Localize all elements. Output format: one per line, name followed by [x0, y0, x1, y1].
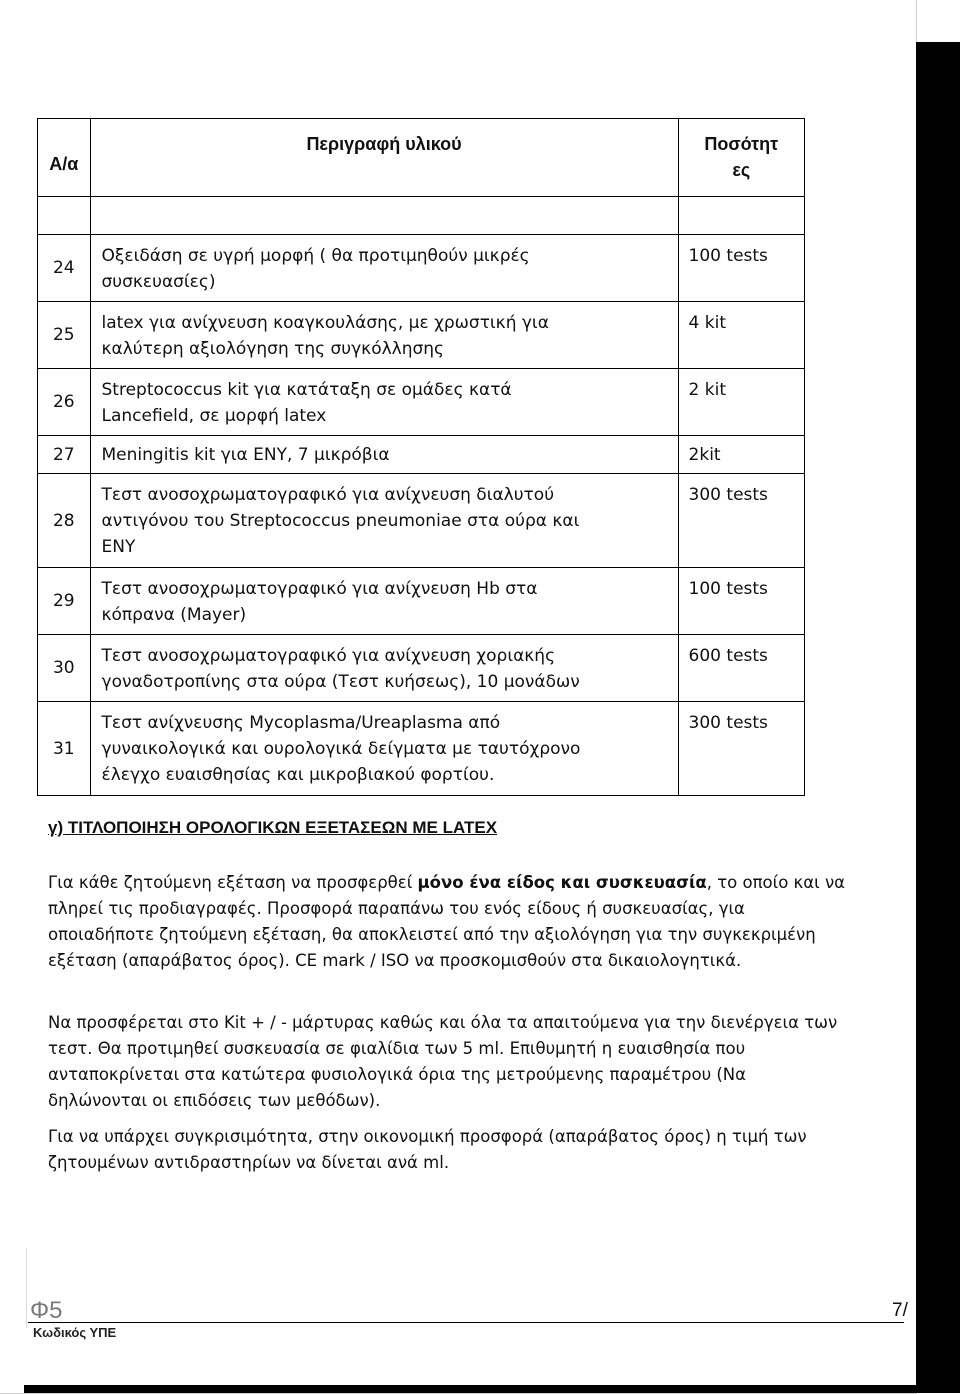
spacer-cell: [678, 197, 804, 235]
row-desc-line: γοναδοτροπίνης στα ούρα (Τεστ κυήσεως), 10 μονάδων: [101, 672, 580, 692]
row-desc: [90, 302, 678, 369]
spacer-cell: [90, 197, 678, 235]
row-desc-line: συσκευασίες): [101, 272, 216, 292]
row-num: [38, 235, 91, 302]
row-desc-line: ΕΝΥ: [101, 537, 136, 557]
table-row: [38, 568, 805, 635]
table-spacer-row: [38, 197, 805, 235]
table-row: [38, 436, 805, 474]
header-desc: [90, 119, 678, 197]
row-desc: [90, 568, 678, 635]
table-header-row: [38, 119, 805, 197]
table-row: [38, 302, 805, 369]
footer-code: Κωδικός ΥΠΕ: [33, 1325, 117, 1340]
row-qty-text: 4 kit: [688, 313, 726, 333]
row-desc-line: έλεγχο ευαισθησίας και μικροβιακού φορτίου.: [101, 765, 495, 785]
row-desc-line: Lancefield, σε μορφή latex: [101, 406, 327, 426]
row-num: [38, 369, 91, 436]
row-num: [38, 702, 91, 796]
row-desc-line: Τεστ ανοσοχρωματογραφικό για ανίχνευση διαλυτού: [101, 485, 555, 505]
table-row: [38, 635, 805, 702]
row-num: [38, 302, 91, 369]
footer-divider: [28, 1322, 904, 1323]
row-qty: [678, 436, 804, 474]
row-desc: [90, 436, 678, 474]
header-num: [38, 119, 91, 197]
row-desc-line: κόπρανα (Mayer): [101, 605, 247, 625]
page-number: 7/: [892, 1300, 908, 1321]
row-num-text: 26: [52, 392, 75, 412]
row-desc-line: Τεστ ανοσοχρωματογραφικό για ανίχνευση χοριακής: [101, 646, 556, 666]
header-desc-label: Περιγραφή υλικού: [306, 134, 462, 154]
materials-table: [37, 118, 805, 796]
header-qty-line2: ες: [732, 160, 751, 180]
table-row: [38, 702, 805, 796]
row-desc: [90, 702, 678, 796]
row-desc: [90, 635, 678, 702]
row-num-text: 30: [52, 658, 75, 678]
row-desc-line: Streptococcus kit για κατάταξη σε ομάδες κατά: [101, 380, 512, 400]
row-desc-line: Meningitis kit για ΕΝΥ, 7 μικρόβια: [101, 444, 390, 465]
row-qty: [678, 302, 804, 369]
paragraph-2: Να προσφέρεται στο Kit + / - μάρτυρας καθώς και όλα τα απαιτούμενα για την διενέργεια των τεστ. Θα προτιμηθεί συσκευασία σε φιαλίδια των 5 ml. Επιθυμητή η ευαισθησία που ανταποκρίνεται στα κατώτερα φυσιολογικά όρια της μετρούμενης παραμέτρου (Να δηλώνονται οι επιδόσεις των μεθόδων).: [48, 1013, 838, 1110]
row-num-text: 31: [52, 738, 75, 759]
table-row: [38, 235, 805, 302]
page-shadow-right: [916, 42, 960, 1393]
row-num: [38, 568, 91, 635]
page-shadow-bottom: [24, 1385, 960, 1393]
header-qty-line1: Ποσότητ: [704, 134, 779, 154]
row-num-text: 25: [52, 325, 75, 345]
paragraph-1: [48, 870, 848, 974]
row-desc: [90, 369, 678, 436]
row-num-text: 24: [52, 258, 75, 278]
row-qty-text: 2kit: [688, 444, 721, 465]
row-desc-line: latex για ανίχνευση κοαγκουλάσης, με χρωστική για: [101, 313, 549, 333]
section-title: γ) ΤΙΤΛΟΠΟΙΗΣΗ ΟΡΟΛΟΓΙΚΩΝ ΕΞΕΤΑΣΕΩΝ ΜΕ LATEX: [48, 818, 498, 837]
row-qty: [678, 635, 804, 702]
header-qty: [678, 119, 804, 197]
row-qty: [678, 369, 804, 436]
paragraph-1-text-continued: , το οποίο και να πληρεί τις προδιαγραφές. Προσφορά παραπάνω του ενός είδους ή συσκευασίας, για οποιαδήποτε ζητούμενη εξέταση, θα αποκλειστεί από την αξιολόγηση για την συγκεκριμένη εξέταση (απαράβατος όρος). CE mark / ISO να προσκομισθούν στα δικαιολογητικά.: [48, 873, 846, 970]
row-qty-text: 100 tests: [688, 579, 768, 599]
paragraph-3: Για να υπάρχει συγκρισιμότητα, στην οικονομική προσφορά (απαράβατος όρος) η τιμή των ζητουμένων αντιδραστηρίων να δίνεται ανά ml.: [48, 1127, 807, 1172]
row-desc: [90, 474, 678, 568]
paragraph-1-emphasis: μόνο ένα είδος και συσκευασία: [417, 873, 707, 892]
row-qty-text: 300 tests: [688, 485, 768, 505]
row-num: [38, 635, 91, 702]
footer-divider-vertical: [26, 1248, 27, 1328]
row-qty: [678, 474, 804, 568]
row-num-text: 27: [52, 444, 75, 465]
row-desc-line: Τεστ ανίχνευσης Mycoplasma/Ureaplasma από: [101, 713, 501, 733]
row-desc-line: Τεστ ανοσοχρωματογραφικό για ανίχνευση Hb στα: [101, 579, 538, 599]
row-num-text: 29: [52, 591, 75, 611]
row-desc-line: γυναικολογικά και ουρολογικά δείγματα με ταυτόχρονο: [101, 739, 581, 759]
row-num: [38, 436, 91, 474]
table-row: [38, 369, 805, 436]
row-qty-text: 2 kit: [688, 380, 726, 400]
footer-logo: Φ5: [30, 1297, 63, 1324]
row-qty-text: 100 tests: [688, 246, 768, 266]
paragraph-1-text: Για κάθε ζητούμενη εξέταση να προσφερθεί: [48, 873, 418, 892]
row-qty: [678, 568, 804, 635]
row-qty-text: 300 tests: [688, 713, 768, 733]
row-qty-text: 600 tests: [688, 646, 768, 666]
row-desc-line: καλύτερη αξιολόγηση της συγκόλλησης: [101, 339, 445, 359]
header-num-label: Α/α: [49, 153, 79, 174]
row-num: [38, 474, 91, 568]
spacer-cell: [38, 197, 91, 235]
row-num-text: 28: [52, 510, 75, 531]
table-row: [38, 474, 805, 568]
row-desc-line: αντιγόνου του Streptococcus pneumoniae στα ούρα και: [101, 511, 580, 531]
row-desc-line: Οξειδάση σε υγρή μορφή ( θα προτιμηθούν μικρές: [101, 246, 530, 266]
row-qty: [678, 235, 804, 302]
row-desc: [90, 235, 678, 302]
row-qty: [678, 702, 804, 796]
